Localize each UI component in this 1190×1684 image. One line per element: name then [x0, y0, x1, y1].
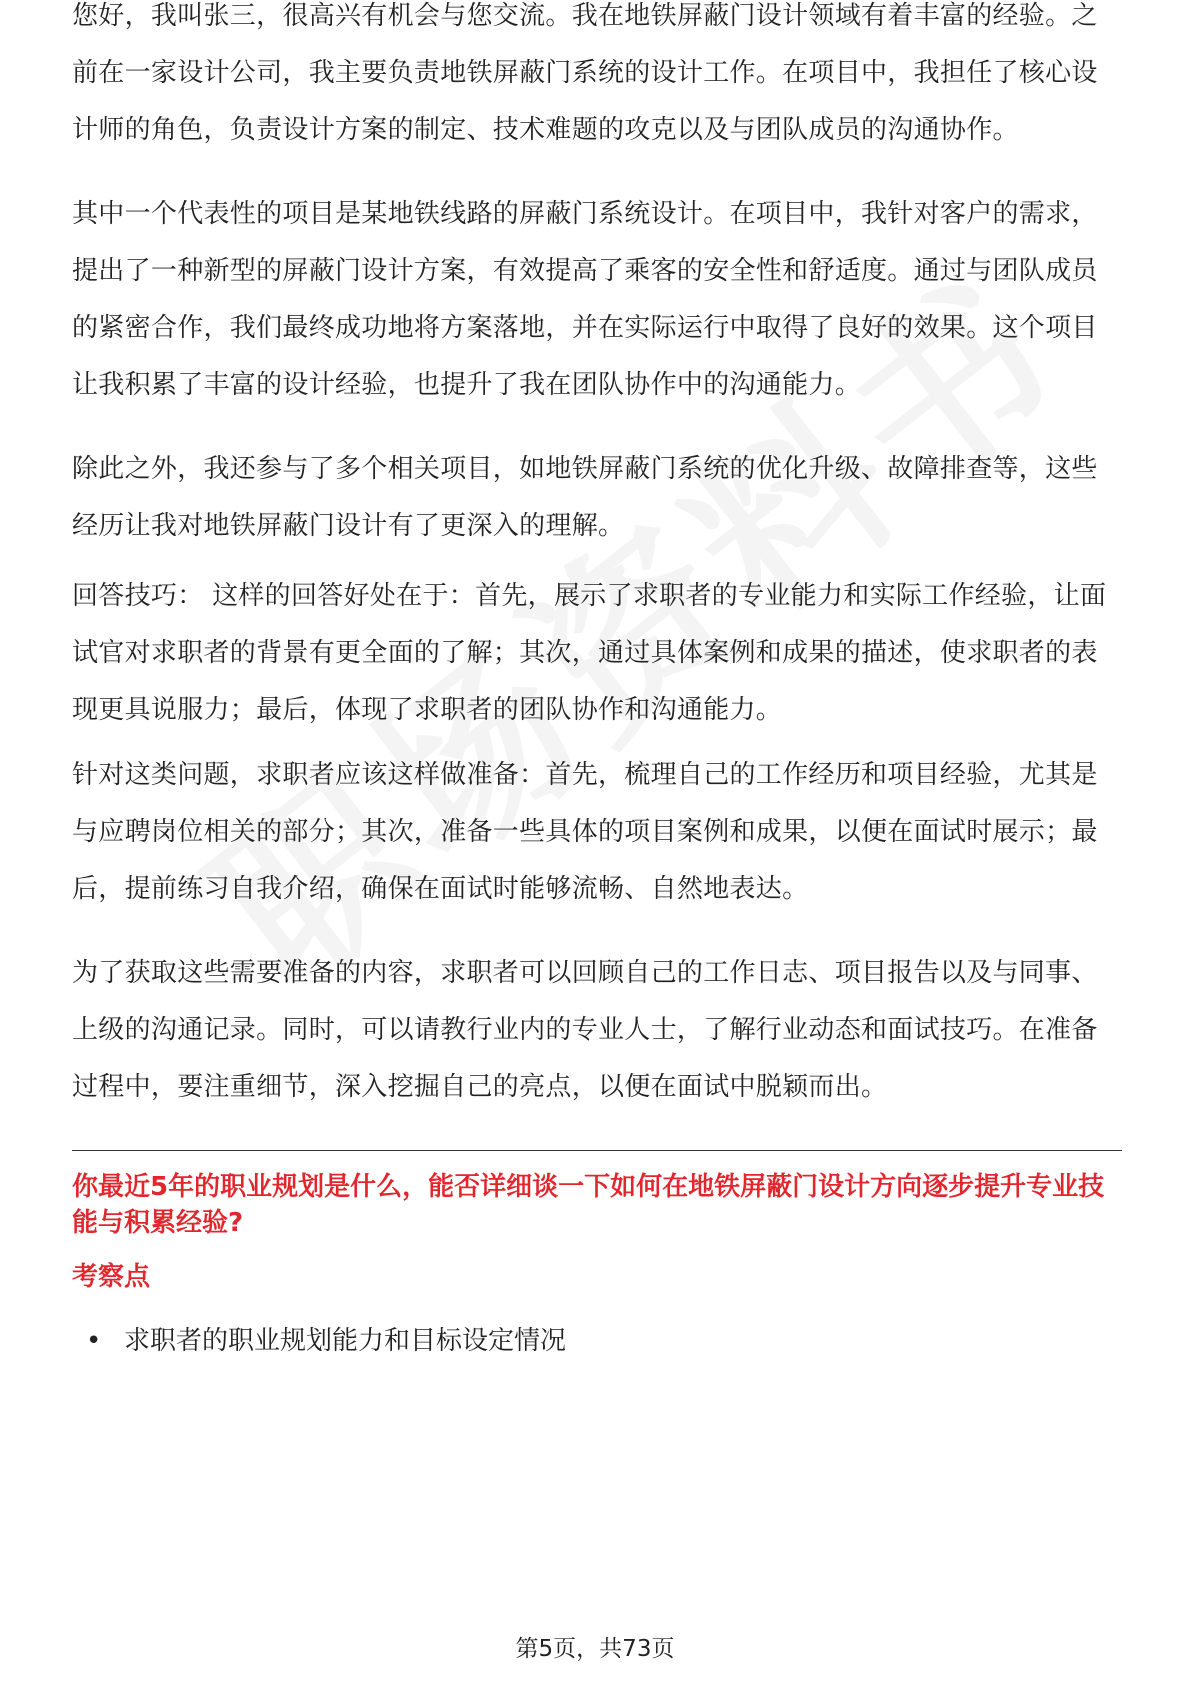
section-divider [72, 1150, 1122, 1151]
bullet-icon: • [86, 1326, 102, 1356]
paragraph: 其中一个代表性的项目是某地铁线路的屏蔽门系统设计。在项目中，我针对客户的需求，提出了一种新型的屏蔽门设计方案，有效提高了乘客的安全性和舒适度。通过与团队成员的紧密合作，我们最终成功地将方案落地，并在实际运行中取得了良好的效果。这个项目让我积累了丰富的设计经验，也提升了我在团队协作中的沟通能力。 [72, 199, 1098, 400]
document-body [72, 1, 1122, 1361]
section-title: 考察点 [72, 1262, 151, 1292]
paragraph: 除此之外，我还参与了多个相关项目，如地铁屏蔽门系统的优化升级、故障排查等，这些经历让我对地铁屏蔽门设计有了更深入的理解。 [72, 454, 1098, 541]
question-heading: 你最近5年的职业规划是什么，能否详细谈一下如何在地铁屏蔽门设计方向逐步提升专业技能与积累经验? [72, 1172, 1105, 1238]
page-number: 第5页，共73页 [515, 1636, 675, 1662]
paragraph: 针对这类问题，求职者应该这样做准备：首先，梳理自己的工作经历和项目经验，尤其是与应聘岗位相关的部分；其次，准备一些具体的项目案例和成果，以便在面试时展示；最后，提前练习自我介绍，确保在面试时能够流畅、自然地表达。 [72, 760, 1098, 904]
list-item [72, 1321, 1122, 1361]
answer-tips-paragraph: 回答技巧： 这样的回答好处在于：首先，展示了求职者的专业能力和实际工作经验，让面试官对求职者的背景有更全面的了解；其次，通过具体案例和成果的描述，使求职者的表现更具说服力；最后，体现了求职者的团队协作和沟通能力。 [72, 581, 1107, 725]
list-item-text: 求职者的职业规划能力和目标设定情况 [124, 1326, 567, 1356]
paragraph: 您好，我叫张三，很高兴有机会与您交流。我在地铁屏蔽门设计领域有着丰富的经验。之前在一家设计公司，我主要负责地铁屏蔽门系统的设计工作。在项目中，我担任了核心设计师的角色，负责设计方案的制定、技术难题的攻克以及与团队成员的沟通协作。 [72, 1, 1098, 145]
paragraph: 为了获取这些需要准备的内容，求职者可以回顾自己的工作日志、项目报告以及与同事、上级的沟通记录。同时，可以请教行业内的专业人士，了解行业动态和面试技巧。在准备过程中，要注重细节，深入挖掘自己的亮点，以便在面试中脱颖而出。 [72, 958, 1098, 1102]
